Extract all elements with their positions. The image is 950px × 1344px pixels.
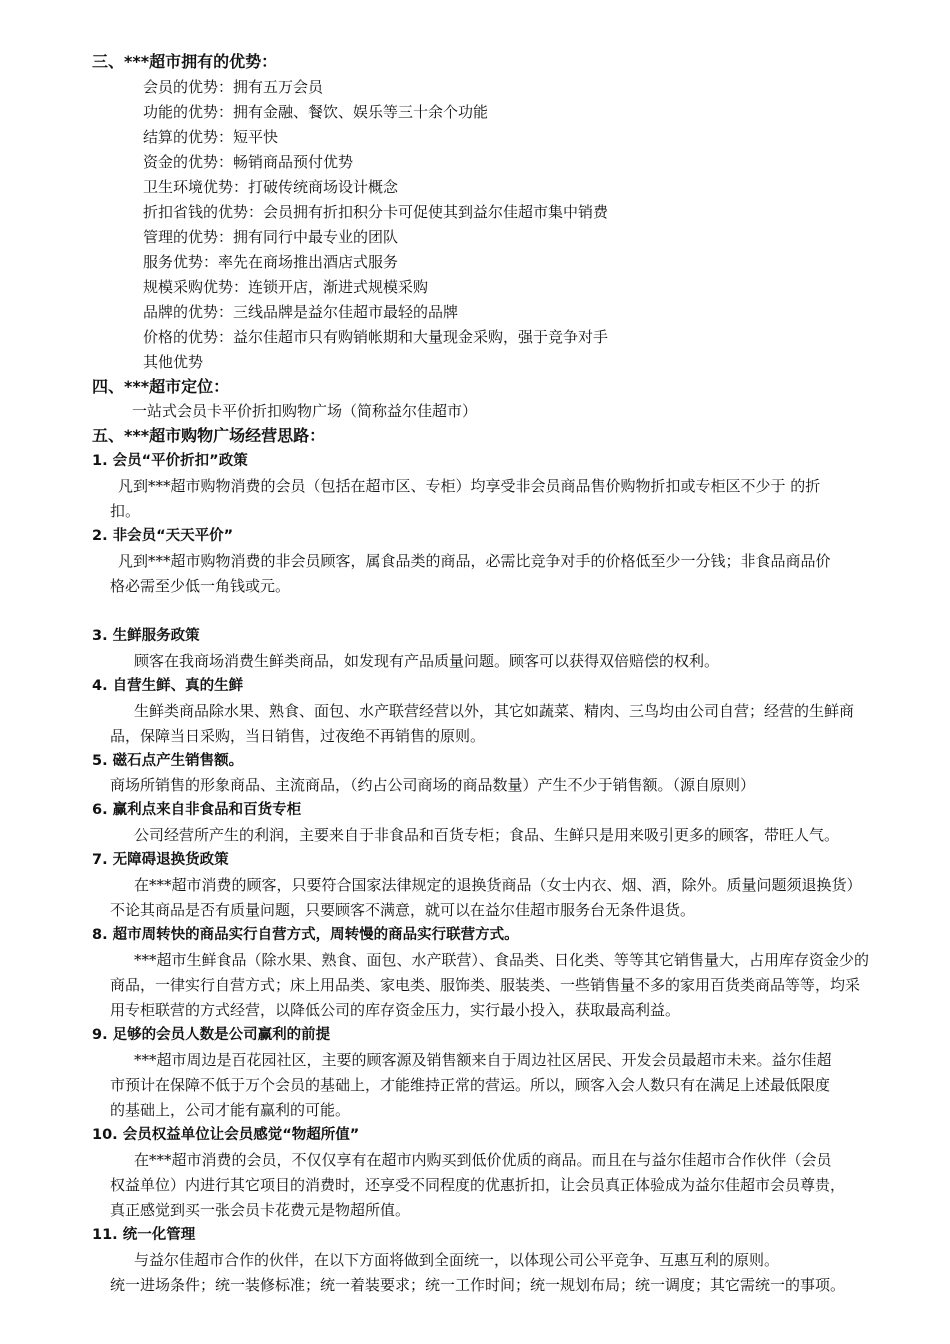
list-item: 会员的优势：拥有五万会员 <box>143 78 324 96</box>
policy-title: 10. 会员权益单位让会员感觉“物超所值” <box>92 1127 360 1143</box>
policy-text: 商品，一律实行自营方式；床上用品类、家电类、服饰类、服装类、一些销售量不多的家用百货类商品等等，均采 <box>110 976 861 994</box>
policy-title: 4. 自营生鲜、真的生鲜 <box>92 678 244 694</box>
policy-text: 品，保障当日采购，当日销售，过夜绝不再销售的原则。 <box>110 727 486 745</box>
policy-title: 1. 会员“平价折扣”政策 <box>92 453 248 469</box>
list-item: 管理的优势：拥有同行中最专业的团队 <box>143 228 399 246</box>
policy-text: ***超市生鲜食品（除水果、熟食、面包、水产联营）、食品类、日化类、等等其它销售量大，占用库存资金少的 <box>134 951 870 969</box>
policy-text: 在***超市消费的会员，不仅仅享有在超市内购买到低价优质的商品。而且在与益尔佳超市合作伙伴（会员 <box>134 1151 832 1169</box>
policy-text: 权益单位）内进行其它项目的消费时，还享受不同程度的优惠折扣，让会员真正体验成为益尔佳超市会员尊贵， <box>110 1176 846 1194</box>
policy-text: 生鲜类商品除水果、熟食、面包、水产联营经营以外，其它如蔬菜、精肉、三鸟均由公司自营；经营的生鲜商 <box>134 702 855 720</box>
policy-title: 11. 统一化管理 <box>92 1227 196 1243</box>
policy-title: 8. 超市周转快的商品实行自营方式，周转慢的商品实行联营方式。 <box>92 927 519 943</box>
section3-heading: 三、***超市拥有的优势： <box>92 52 278 71</box>
policy-text: 用专柜联营的方式经营，以降低公司的库存资金压力，实行最小投入，获取最高利益。 <box>110 1001 681 1019</box>
policy-text: 不论其商品是否有质量问题，只要顾客不满意，就可以在益尔佳超市服务台无条件退货。 <box>110 901 696 919</box>
policy-text: 凡到***超市购物消费的非会员顾客，属食品类的商品，必需比竞争对手的价格低至少一分钱；非食品商品价 <box>118 552 831 570</box>
policy-text: ***超市周边是百花园社区，主要的顾客源及销售额来自于周边社区居民、开发会员最超市未来。益尔佳超 <box>134 1051 832 1069</box>
list-item: 价格的优势：益尔佳超市只有购销帐期和大量现金采购，强于竞争对手 <box>143 328 609 346</box>
policy-text: 顾客在我商场消费生鲜类商品，如发现有产品质量问题。顾客可以获得双倍赔偿的权利。 <box>134 652 720 670</box>
policy-text: 在***超市消费的顾客，只要符合国家法律规定的退换货商品（女士内衣、烟、酒，除外。质量问题须退换货） <box>134 876 862 894</box>
list-item: 结算的优势：短平快 <box>143 128 279 146</box>
policy-title: 9. 足够的会员人数是公司赢利的前提 <box>92 1027 331 1043</box>
policy-text: 真正感觉到买一张会员卡花费元是物超所值。 <box>110 1201 411 1219</box>
list-item: 其他优势 <box>143 353 204 371</box>
policy-title: 6. 赢利点来自非食品和百货专柜 <box>92 802 302 818</box>
list-item: 功能的优势：拥有金融、餐饮、娱乐等三十余个功能 <box>143 103 489 121</box>
policy-text: 统一进场条件；统一装修标准；统一着装要求；统一工作时间；统一规划布局；统一调度；其它需统一的事项。 <box>110 1276 846 1294</box>
list-item: 品牌的优势：三线品牌是益尔佳超市最轻的品牌 <box>143 303 459 321</box>
policy-title: 2. 非会员“天天平价” <box>92 528 234 544</box>
policy-text: 与益尔佳超市合作的伙伴，在以下方面将做到全面统一，以体现公司公平竞争、互惠互利的原则。 <box>134 1251 780 1269</box>
policy-text: 格必需至少低一角钱或元。 <box>110 577 291 595</box>
policy-text: 的基础上，公司才能有赢利的可能。 <box>110 1101 351 1119</box>
policy-title: 7. 无障碍退换货政策 <box>92 852 229 868</box>
policy-text: 公司经营所产生的利润，主要来自于非食品和百货专柜；食品、生鲜只是用来吸引更多的顾客，带旺人气。 <box>134 826 840 844</box>
section5-heading: 五、***超市购物广场经营思路： <box>92 426 326 445</box>
list-item: 折扣省钱的优势：会员拥有折扣积分卡可促使其到益尔佳超市集中销费 <box>143 203 609 221</box>
section4-heading: 四、***超市定位： <box>92 377 230 396</box>
policy-text: 市预计在保障不低于万个会员的基础上，才能维持正常的营运。所以，顾客入会人数只有在满足上述最低限度 <box>110 1076 831 1094</box>
policy-text: 扣。 <box>110 502 141 520</box>
policy-text: 凡到***超市购物消费的会员（包括在超市区、专柜）均享受非会员商品售价购物折扣或专柜区不少于 的折 <box>118 477 821 495</box>
list-item: 卫生环境优势：打破传统商场设计概念 <box>143 178 399 196</box>
list-item: 资金的优势：畅销商品预付优势 <box>143 153 354 171</box>
policy-title: 5. 磁石点产生销售额。 <box>92 753 244 769</box>
list-item: 规模采购优势：连锁开店，渐进式规模采购 <box>143 278 429 296</box>
list-item: 服务优势：率先在商场推出酒店式服务 <box>143 253 399 271</box>
policy-title: 3. 生鲜服务政策 <box>92 628 200 644</box>
section4-text: 一站式会员卡平价折扣购物广场（简称益尔佳超市） <box>132 402 478 420</box>
policy-text: 商场所销售的形象商品、主流商品，（约占公司商场的商品数量）产生不少于销售额。（源自原则） <box>110 776 756 794</box>
